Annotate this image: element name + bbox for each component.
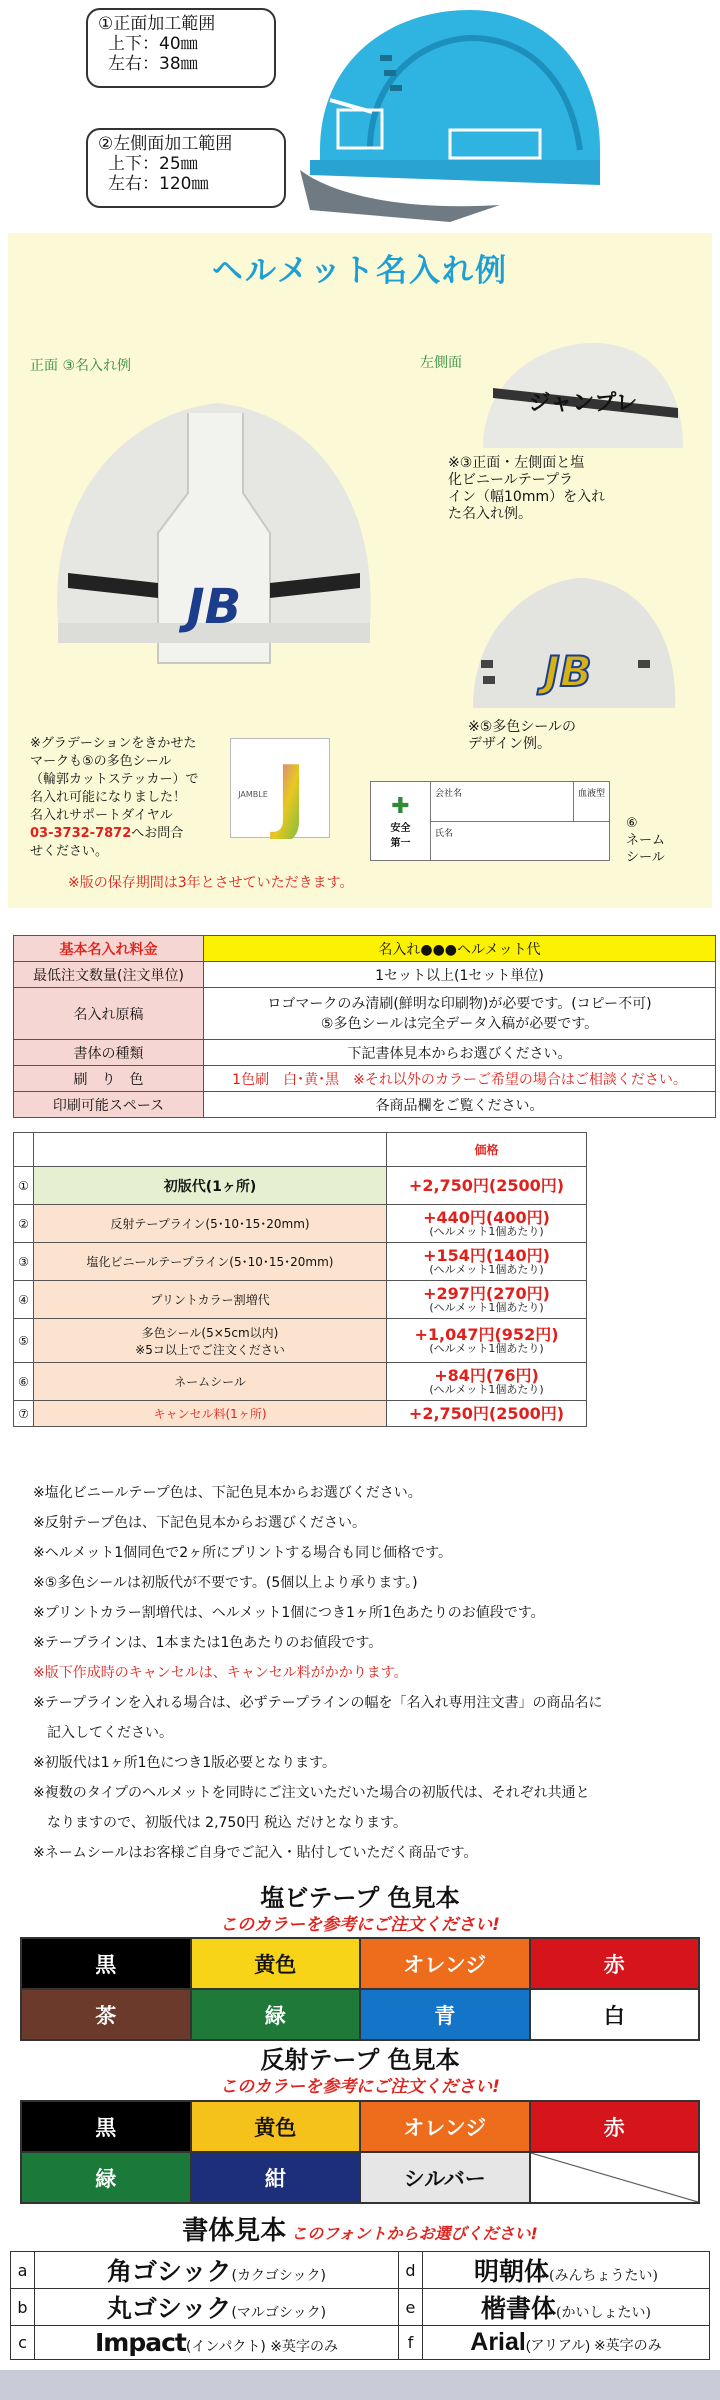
side-range-horizontal: 左右：120㎜ [108, 174, 209, 194]
basic-value-6: 各商品欄をご覧ください。 [375, 1097, 544, 1114]
front-example-label: 正面 ③名入れ例 [30, 358, 132, 374]
pvc-subtitle: このカラーを参考にご注文ください! [220, 1915, 500, 1935]
example-title: ヘルメット名入れ例 [211, 253, 509, 289]
sticker-logo: JB [544, 647, 592, 696]
example-panel [8, 233, 712, 908]
pvc-color-swatch: 青 [360, 1989, 530, 2040]
side-helmet-text: ジャンプレ [528, 391, 638, 416]
font-letter: f [398, 2326, 422, 2360]
fonts-title: 書体見本 [182, 2216, 287, 2246]
price-no: ⑥ [14, 1363, 34, 1401]
font-sample: 楷書体 [481, 2294, 557, 2323]
nameseal-label [626, 815, 665, 866]
gradient-caption [30, 735, 230, 861]
sticker-caption [468, 719, 576, 753]
sticker-caption-line-2: デザイン例。 [468, 736, 552, 752]
price-value: +84円(76円) [434, 1366, 539, 1385]
price-note: (ヘルメット1個あたり) [429, 1342, 544, 1355]
price-no: ④ [14, 1281, 34, 1319]
nameseal-label-1: ⑥ [626, 816, 638, 831]
table-row [11, 2326, 710, 2360]
seal-company: 会社名 [435, 789, 463, 799]
seal-blood: 血液型 [573, 782, 609, 821]
front-range-horizontal: 左右：38㎜ [108, 54, 198, 74]
price-value: +1,047円(952円) [414, 1325, 559, 1344]
price-note: (ヘルメット1個あたり) [429, 1383, 544, 1396]
jamble-letter: J [275, 748, 307, 839]
pvc-title: 塩ビテープ 色見本 [260, 1884, 460, 1912]
note: ※プリントカラー割増代は、ヘルメット1個につき1ヶ所1色あたりのお値段です。 [33, 1605, 545, 1621]
price-item: 初版代(1ヶ所) [34, 1167, 387, 1205]
fonts-subtitle: このフォントからお選びください! [291, 2224, 538, 2243]
font-samples-header [0, 2210, 720, 2247]
note: 記入してください。 [33, 1725, 173, 1741]
font-samples-table [10, 2251, 710, 2360]
bottom-bar [0, 2370, 720, 2400]
sticker-caption-line-1: ※⑤多色シールの [468, 719, 577, 735]
jamble-label: JAMBLE [238, 790, 268, 799]
pvc-color-grid [20, 1937, 700, 2041]
phone-suffix: へお問合 [131, 826, 184, 841]
price-item: 反射テープライン(5･10･15･20mm) [34, 1205, 387, 1243]
font-kana: (アリアル) ※英字のみ [525, 2337, 662, 2353]
price-no: ② [14, 1205, 34, 1243]
note: ※ネームシールはお客様ご自身でご記入・貼付していただく商品です。 [33, 1845, 478, 1861]
basic-label-5: 刷 り 色 [73, 1071, 144, 1088]
reflect-color-swatch: 黒 [21, 2101, 191, 2152]
price-no: ⑤ [14, 1319, 34, 1363]
table-row [14, 1092, 716, 1118]
basic-value-3b: ⑤多色シールは完全データ入稿が必要です。 [320, 1015, 599, 1032]
price-value: +440円(400円) [423, 1208, 550, 1227]
basic-value-5: 1色刷 白･黄･黒 [232, 1071, 340, 1088]
table-row [14, 1040, 716, 1066]
price-note: (ヘルメット1個あたり) [429, 1301, 544, 1314]
side-range-box [86, 128, 286, 208]
font-sample: 角ゴシック [107, 2257, 232, 2286]
price-note: (ヘルメット1個あたり) [429, 1263, 544, 1276]
pvc-color-swatch: 白 [530, 1989, 700, 2040]
font-letter: c [11, 2326, 35, 2360]
front-helmet-image [38, 373, 390, 673]
font-sample: Impact [94, 2328, 186, 2357]
seal-safety-1: 安全 [390, 822, 411, 834]
price-item: プリントカラー割増代 [34, 1281, 387, 1319]
retention-notice: ※版の保存期間は3年とさせていただきます。 [68, 875, 354, 891]
side-caption-line-1: ※③正面・左側面と塩 [448, 455, 585, 471]
table-row [14, 988, 716, 1040]
basic-label-3: 名入れ原稿 [73, 1006, 144, 1023]
front-logo: JB [186, 579, 242, 635]
table-row [14, 1243, 587, 1281]
price-value: +2,750円(2500円) [408, 1176, 565, 1195]
table-row [14, 1066, 716, 1092]
notes [33, 1478, 713, 1868]
font-letter: b [11, 2289, 35, 2326]
table-row [14, 962, 716, 988]
basic-value-5b: ※それ以外のカラーご希望の場合はご相談ください。 [353, 1071, 687, 1088]
nameseal-label-2: ネーム [626, 833, 666, 848]
font-letter: a [11, 2252, 35, 2289]
basic-value-2: 1セット以上(1セット単位) [375, 967, 544, 984]
side-caption-line-4: た名入れ例。 [448, 506, 532, 522]
font-sample: 丸ゴシック [106, 2294, 232, 2323]
font-kana: (カクゴシック) [231, 2268, 326, 2284]
note: ※テープラインを入れる場合は、必ずテープラインの幅を「名入れ専用注文書」の商品名に [33, 1695, 603, 1711]
note: ※複数のタイプのヘルメットを同時にご注文いただいた場合の初版代は、それぞれ共通と [33, 1785, 590, 1801]
reflect-color-swatch: 紺 [191, 2152, 361, 2203]
reflect-color-swatch [530, 2152, 700, 2203]
basic-value-3: ロゴマークのみ清刷(鮮明な印刷物)が必要です。(コピー不可) [267, 995, 652, 1012]
price-item: 塩化ビニールテープライン(5･10･15･20mm) [34, 1243, 387, 1281]
font-kana: (かいしょたい) [556, 2305, 651, 2321]
basic-value-4: 下記書体見本からお選びください。 [347, 1045, 572, 1062]
side-example-label: 左側面 [420, 355, 462, 371]
table-row [14, 1363, 587, 1401]
green-cross-icon: ✚ [391, 793, 410, 819]
top-helmet-image [300, 0, 610, 222]
font-letter: e [398, 2289, 422, 2326]
basic-info-table [13, 935, 716, 1118]
font-kana: (マルゴシック) [231, 2305, 327, 2321]
basic-value-1: 名入れ●●●ヘルメット代 [378, 941, 541, 958]
font-sample: Arial [470, 2328, 526, 2356]
seal-name: 氏名 [435, 828, 454, 839]
reflect-color-swatch: 緑 [21, 2152, 191, 2203]
gradient-caption-line-5: 名入れサポートダイヤル [30, 808, 173, 823]
basic-label-2: 最低注文数量(注文単位) [33, 967, 184, 984]
table-row [11, 2289, 710, 2326]
price-item-note: ※5コ以上でご注文ください [135, 1342, 285, 1357]
font-letter: d [398, 2252, 422, 2289]
table-row [11, 2252, 710, 2289]
note: なりますので、初版代は 2,750円 税込 だけとなります。 [33, 1815, 408, 1831]
note: ※ヘルメット1個同色で2ヶ所にプリントする場合も同じ価格です。 [33, 1545, 453, 1561]
side-helmet-image [473, 338, 688, 458]
table-row [14, 936, 716, 962]
reflect-subtitle: このカラーを参考にご注文ください! [220, 2077, 500, 2097]
name-seal [370, 781, 610, 861]
font-kana: (みんちょうたい) [549, 2268, 658, 2284]
reflect-color-swatch: シルバー [360, 2152, 530, 2203]
price-note: (ヘルメット1個あたり) [429, 1225, 544, 1238]
pvc-color-swatch: 黄色 [191, 1938, 361, 1989]
table-row [14, 1205, 587, 1243]
side-range-title: ②左側面加工範囲 [98, 134, 233, 154]
gradient-caption-line-4: 名入れ可能になりました！ [30, 790, 187, 805]
side-caption-line-2: 化ビニールテープラ [448, 472, 574, 488]
phone-suffix-2: せください。 [30, 844, 109, 859]
pvc-color-swatch: 緑 [191, 1989, 361, 2040]
price-item: ネームシール [34, 1363, 387, 1401]
price-value: +2,750円(2500円) [408, 1404, 565, 1423]
price-table [13, 1132, 587, 1427]
support-phone: 03-3732-7872 [30, 826, 132, 841]
basic-label-4: 書体の種類 [73, 1045, 144, 1062]
side-example-caption [448, 455, 698, 523]
gradient-caption-line-2: マークも⑤の多色シール [30, 754, 172, 769]
table-row [14, 1133, 587, 1167]
note: ※塩化ビニールテープ色は、下記色見本からお選びください。 [33, 1485, 422, 1501]
reflect-color-grid [20, 2100, 700, 2204]
price-item: キャンセル料(1ヶ所) [34, 1401, 387, 1427]
table-row [14, 1401, 587, 1427]
price-no: ⑦ [14, 1401, 34, 1427]
seal-safety-2: 第一 [390, 837, 411, 849]
price-value: +154円(140円) [423, 1246, 550, 1265]
basic-label-6: 印刷可能スペース [52, 1097, 165, 1114]
price-header: 価格 [387, 1133, 587, 1167]
font-sample: 明朝体 [474, 2257, 550, 2286]
front-range-box [86, 8, 276, 88]
reflect-color-swatch: 赤 [530, 2101, 700, 2152]
sticker-helmet-image [463, 568, 683, 718]
table-row [14, 1281, 587, 1319]
price-no: ① [14, 1167, 34, 1205]
price-no: ③ [14, 1243, 34, 1281]
pvc-color-swatch: オレンジ [360, 1938, 530, 1989]
pvc-color-swatch: 茶 [21, 1989, 191, 2040]
nameseal-label-3: シール [626, 850, 665, 865]
price-value: +297円(270円) [423, 1284, 550, 1303]
front-range-title: ①正面加工範囲 [98, 14, 216, 34]
gradient-caption-line-1: ※グラデーションをきかせた [30, 736, 197, 751]
front-range-vertical: 上下：40㎜ [108, 34, 198, 54]
side-caption-line-3: イン（幅10mm）を入れ [448, 489, 606, 505]
table-row [14, 1167, 587, 1205]
note: ※⑤多色シールは初版代が不要です。(5個以上より承ります。) [33, 1575, 418, 1591]
table-row [14, 1319, 587, 1363]
reflect-title: 反射テープ 色見本 [260, 2046, 460, 2074]
note: ※初版代は1ヶ所1色につき1版必要となります。 [33, 1755, 337, 1771]
note-cancel: ※版下作成時のキャンセルは、キャンセル料がかかります。 [33, 1665, 408, 1681]
font-kana: (インパクト) ※英字のみ [185, 2339, 338, 2355]
reflect-color-swatch: オレンジ [360, 2101, 530, 2152]
pvc-color-swatch: 赤 [530, 1938, 700, 1989]
pvc-color-swatch: 黒 [21, 1938, 191, 1989]
gradient-caption-line-3: （輪郭カットステッカー）で [30, 772, 199, 787]
basic-label-1: 基本名入れ料金 [59, 941, 158, 958]
note: ※テープラインは、1本または1色あたりのお値段です。 [33, 1635, 383, 1651]
reflect-color-swatch: 黄色 [191, 2101, 361, 2152]
side-range-vertical: 上下：25㎜ [108, 154, 198, 174]
note: ※反射テープ色は、下記色見本からお選びください。 [33, 1515, 367, 1531]
price-item: 多色シール(5×5cm以内) [141, 1325, 279, 1340]
jamble-sticker [230, 738, 330, 838]
